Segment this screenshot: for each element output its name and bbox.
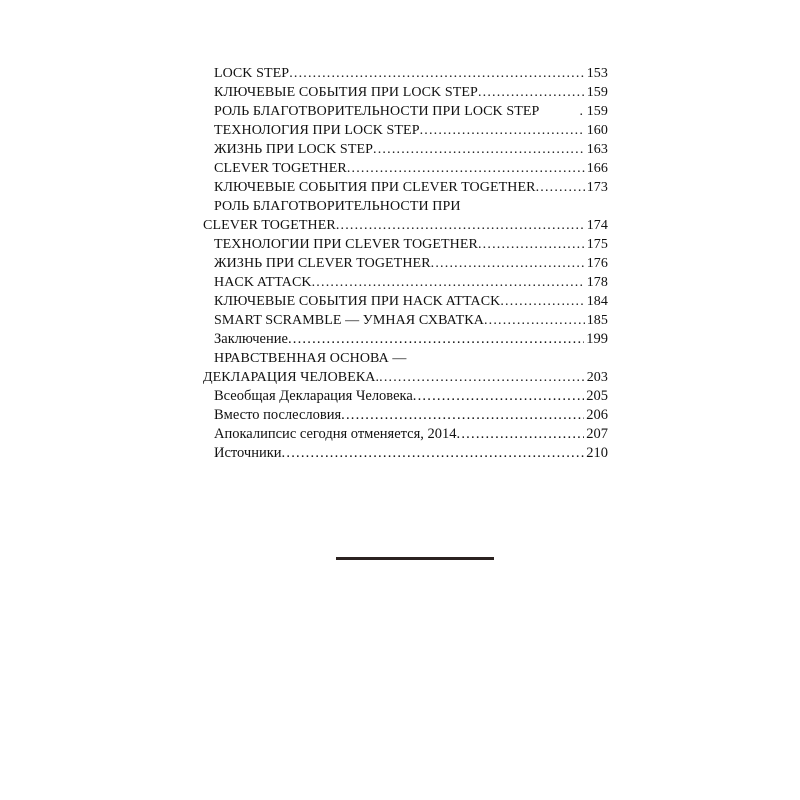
toc-entry <box>203 216 608 235</box>
toc-dot-leader <box>336 216 585 235</box>
toc-dot-leader <box>379 368 585 387</box>
toc-entry <box>203 64 608 83</box>
toc-entry-title: CLEVER TOGETHER <box>203 218 336 233</box>
toc-entry <box>203 330 608 349</box>
toc-entry-title: НРАВСТВЕННАЯ ОСНОВА — <box>214 351 407 366</box>
toc-dot-leader <box>431 254 585 273</box>
toc-dot-leader <box>289 64 585 83</box>
toc-entry-title: Заключение <box>214 331 288 347</box>
toc-entry <box>203 311 608 330</box>
toc-entry-title: РОЛЬ БЛАГОТВОРИТЕЛЬНОСТИ ПРИ <box>214 199 461 214</box>
toc-entry-title: LOCK STEP <box>214 66 290 81</box>
toc-dot-leader <box>536 178 585 197</box>
toc-dot-leader <box>288 330 584 349</box>
toc-entry <box>203 102 608 121</box>
toc-page-number: 210 <box>586 445 608 461</box>
toc-entry-title: Источники <box>214 445 282 461</box>
toc-dot-leader <box>478 235 585 254</box>
toc-entry-title: ДЕКЛАРАЦИЯ ЧЕЛОВЕКА. <box>203 370 380 385</box>
toc-entry <box>203 197 608 216</box>
toc-entry <box>203 178 608 197</box>
table-of-contents <box>203 64 608 463</box>
toc-page-number: 203 <box>586 370 608 385</box>
toc-dot-leader <box>484 311 585 330</box>
toc-page-number: 176 <box>586 256 608 271</box>
toc-entry <box>203 159 608 178</box>
toc-entry <box>203 406 608 425</box>
toc-page-number: 160 <box>586 123 608 138</box>
toc-entry <box>203 121 608 140</box>
toc-entry <box>203 349 608 368</box>
toc-page-number: 206 <box>586 407 608 423</box>
toc-dot-leader <box>457 425 585 444</box>
toc-entry-title: КЛЮЧЕВЫЕ СОБЫТИЯ ПРИ HACK ATTACK <box>214 294 501 309</box>
toc-entry-title: ЖИЗНЬ ПРИ CLEVER TOGETHER <box>214 256 431 271</box>
toc-dot-leader <box>373 140 585 159</box>
toc-entry-title: РОЛЬ БЛАГОТВОРИТЕЛЬНОСТИ ПРИ LOCK STEP <box>214 104 540 119</box>
toc-entry-title: Всеобщая Декларация Человека <box>214 388 413 404</box>
toc-entry <box>203 235 608 254</box>
toc-entry <box>203 425 608 444</box>
toc-page-number: 153 <box>586 66 608 81</box>
toc-page-number: 163 <box>586 142 608 157</box>
toc-dot-leader <box>500 292 584 311</box>
toc-entry-title: ТЕХНОЛОГИЯ ПРИ LOCK STEP <box>214 123 420 138</box>
toc-page-number: 185 <box>586 313 608 328</box>
toc-page-number: 173 <box>586 180 608 195</box>
toc-page-number: 199 <box>586 331 608 347</box>
toc-entry-title: HACK ATTACK <box>214 275 312 290</box>
toc-entry <box>203 273 608 292</box>
toc-entry-title: Апокалипсис сегодня отменяется, 2014 <box>214 426 457 442</box>
toc-page-number: . 159 <box>579 104 608 119</box>
toc-entry <box>203 368 608 387</box>
section-divider-rule <box>336 557 494 560</box>
toc-page-number: 205 <box>586 388 608 404</box>
toc-entry-title: Вместо послесловия <box>214 407 342 423</box>
toc-dot-leader <box>341 406 584 425</box>
toc-entry-title: CLEVER TOGETHER <box>214 161 347 176</box>
toc-dot-leader <box>413 387 584 406</box>
toc-entry <box>203 140 608 159</box>
toc-dot-leader <box>420 121 585 140</box>
toc-dot-leader <box>312 273 585 292</box>
toc-page-number: 175 <box>586 237 608 252</box>
toc-page-number: 174 <box>586 218 608 233</box>
toc-page-number: 184 <box>586 294 608 309</box>
toc-entry-title: SMART SCRAMBLE — УМНАЯ СХВАТКА <box>214 313 484 328</box>
toc-entry-title: КЛЮЧЕВЫЕ СОБЫТИЯ ПРИ LOCK STEP <box>214 85 478 100</box>
toc-entry <box>203 292 608 311</box>
toc-page-number: 166 <box>586 161 608 176</box>
toc-dot-leader <box>347 159 585 178</box>
toc-entry-title: ТЕХНОЛОГИИ ПРИ CLEVER TOGETHER <box>214 237 478 252</box>
toc-entry <box>203 254 608 273</box>
toc-dot-leader <box>282 444 585 463</box>
toc-entry <box>203 387 608 406</box>
toc-page-number: 178 <box>586 275 608 290</box>
toc-entry <box>203 83 608 102</box>
toc-entry-title: КЛЮЧЕВЫЕ СОБЫТИЯ ПРИ CLEVER TOGETHER <box>214 180 536 195</box>
toc-entry <box>203 444 608 463</box>
toc-page-number: 207 <box>586 426 608 442</box>
toc-entry-title: ЖИЗНЬ ПРИ LOCK STEP <box>214 142 374 157</box>
toc-page-number: 159 <box>586 85 608 100</box>
toc-dot-leader <box>478 83 585 102</box>
